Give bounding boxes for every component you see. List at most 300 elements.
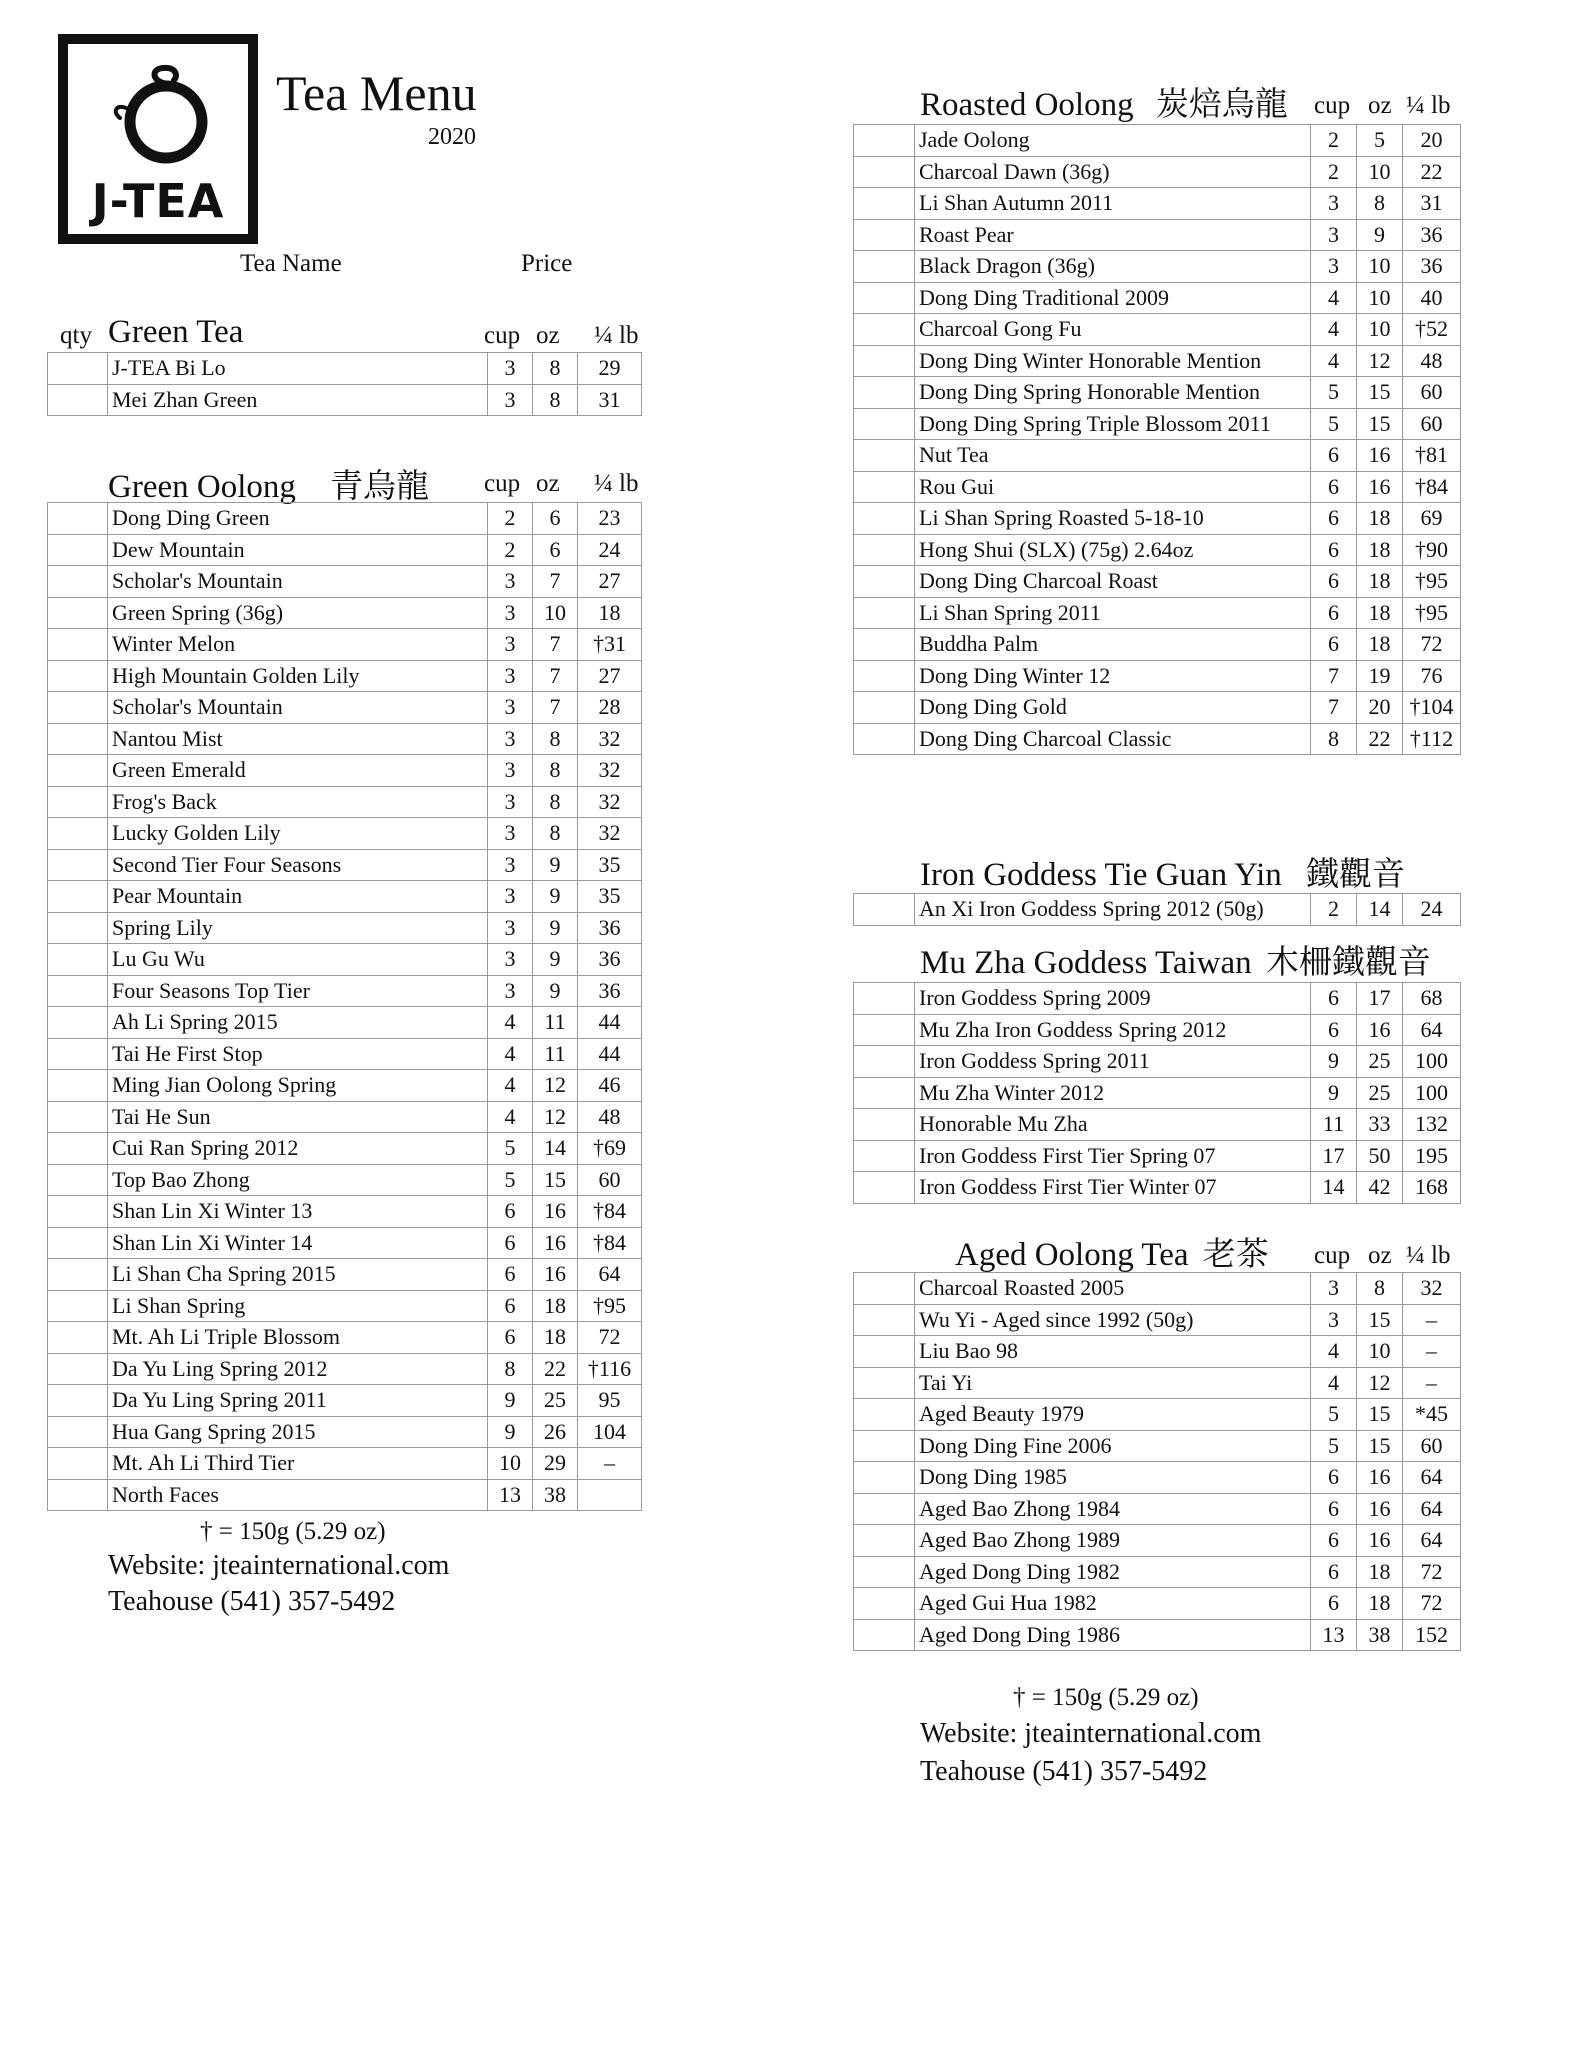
tea-name-cell: Scholar's Mountain [108, 692, 488, 724]
table-row [854, 1172, 1461, 1204]
cup-price-cell: 3 [488, 975, 533, 1007]
cup-price-cell: 5 [1311, 377, 1357, 409]
tea-name-cell: Aged Gui Hua 1982 [915, 1588, 1311, 1620]
oz-price-cell: 18 [1357, 534, 1403, 566]
aged-oolong-table [853, 1272, 1461, 1651]
oz-price-cell: 12 [533, 1101, 578, 1133]
oz-price-cell: 8 [533, 786, 578, 818]
cup-price-cell: 4 [1311, 314, 1357, 346]
quarter-lb-price-cell: 36 [578, 912, 642, 944]
oz-price-cell: 7 [533, 692, 578, 724]
quarter-lb-price-cell: *45 [1403, 1399, 1461, 1431]
quarter-lb-price-cell: 32 [578, 786, 642, 818]
oz-price-cell: 16 [533, 1227, 578, 1259]
quarter-lb-price-cell: 195 [1403, 1140, 1461, 1172]
tea-name-cell: High Mountain Golden Lily [108, 660, 488, 692]
oz-price-cell: 18 [1357, 566, 1403, 598]
qty-cell[interactable] [854, 660, 915, 692]
cup-price-cell: 8 [1311, 723, 1357, 755]
quarter-lb-price-cell: 20 [1403, 125, 1461, 157]
qty-cell[interactable] [48, 975, 108, 1007]
tea-name-cell: Dong Ding Charcoal Classic [915, 723, 1311, 755]
qty-cell[interactable] [48, 1353, 108, 1385]
qty-cell[interactable] [854, 1109, 915, 1141]
qty-cell[interactable] [854, 219, 915, 251]
cup-price-cell: 6 [1311, 629, 1357, 661]
qty-cell[interactable] [854, 1493, 915, 1525]
tea-name-cell: Aged Beauty 1979 [915, 1399, 1311, 1431]
cup-price-cell: 6 [488, 1290, 533, 1322]
oz-price-cell: 8 [533, 755, 578, 787]
qty-cell[interactable] [48, 786, 108, 818]
cup-price-cell: 6 [488, 1227, 533, 1259]
table-row [48, 912, 642, 944]
qty-cell[interactable] [854, 251, 915, 283]
cup-price-cell: 6 [1311, 1014, 1357, 1046]
aged-oolong-oz-heading: oz [1368, 1242, 1392, 1269]
qty-cell[interactable] [48, 566, 108, 598]
tea-name-cell: Liu Bao 98 [915, 1336, 1311, 1368]
tea-name-cell: Green Spring (36g) [108, 597, 488, 629]
qty-cell[interactable] [48, 849, 108, 881]
cup-price-cell: 6 [1311, 503, 1357, 535]
tea-name-cell: Li Shan Spring 2011 [915, 597, 1311, 629]
oz-price-cell: 18 [1357, 1588, 1403, 1620]
quarter-lb-price-cell: 32 [1403, 1273, 1461, 1305]
tea-name-cell: Dong Ding Fine 2006 [915, 1430, 1311, 1462]
table-row [854, 1462, 1461, 1494]
aged-oolong-title-text: Aged Oolong Tea [955, 1237, 1189, 1273]
green-tea-title-text: Green Tea [108, 314, 244, 350]
qty-cell[interactable] [854, 692, 915, 724]
table-row [854, 282, 1461, 314]
logo-text: J-TEA [91, 174, 225, 228]
qty-cell[interactable] [48, 692, 108, 724]
quarter-lb-price-cell: 48 [1403, 345, 1461, 377]
quarter-lb-price-cell: – [1403, 1367, 1461, 1399]
oz-price-cell: 8 [533, 353, 578, 385]
tea-name-cell: Ming Jian Oolong Spring [108, 1070, 488, 1102]
cup-price-cell: 3 [488, 566, 533, 598]
tea-name-cell: Spring Lily [108, 912, 488, 944]
oz-price-cell: 9 [1357, 219, 1403, 251]
qty-cell[interactable] [48, 353, 108, 385]
tea-name-cell: Second Tier Four Seasons [108, 849, 488, 881]
qty-cell[interactable] [854, 1336, 915, 1368]
oz-price-cell: 9 [533, 881, 578, 913]
quarter-lb-price-cell: 35 [578, 881, 642, 913]
oz-price-cell: 15 [533, 1164, 578, 1196]
qty-cell[interactable] [854, 894, 915, 926]
quarter-lb-price-cell: 32 [578, 755, 642, 787]
tea-name-cell: Hong Shui (SLX) (75g) 2.64oz [915, 534, 1311, 566]
qty-cell[interactable] [854, 1046, 915, 1078]
table-row [48, 534, 642, 566]
qty-cell[interactable] [854, 597, 915, 629]
tea-name-cell: Li Shan Cha Spring 2015 [108, 1259, 488, 1291]
oz-price-cell: 25 [1357, 1077, 1403, 1109]
cup-price-cell: 6 [1311, 1556, 1357, 1588]
qty-cell[interactable] [854, 723, 915, 755]
oz-price-cell: 10 [1357, 251, 1403, 283]
iron-goddess-title-cjk: 鐵觀音 [1306, 854, 1406, 893]
qty-cell[interactable] [48, 597, 108, 629]
quarter-lb-price-cell: †104 [1403, 692, 1461, 724]
qty-cell[interactable] [854, 345, 915, 377]
oz-price-cell: 10 [1357, 314, 1403, 346]
quarter-lb-price-cell: 100 [1403, 1046, 1461, 1078]
roasted-oolong-title [920, 78, 1288, 125]
oz-price-cell: 14 [1357, 894, 1403, 926]
tea-name-cell: Tai Yi [915, 1367, 1311, 1399]
aged-oolong-cup-heading: cup [1314, 1242, 1351, 1269]
qty-cell[interactable] [854, 408, 915, 440]
cup-price-cell: 4 [488, 1101, 533, 1133]
green-oolong-table [47, 502, 642, 1511]
cup-price-cell: 3 [488, 786, 533, 818]
qty-cell[interactable] [854, 1525, 915, 1557]
table-row [48, 1385, 642, 1417]
quarter-lb-price-cell: 31 [578, 384, 642, 416]
tea-name-cell: Top Bao Zhong [108, 1164, 488, 1196]
oz-price-cell: 15 [1357, 377, 1403, 409]
green-tea-lb-heading: ¼ lb [594, 322, 639, 349]
left-weight-note: † = 150g (5.29 oz) [200, 1518, 386, 1545]
cup-price-cell: 3 [488, 692, 533, 724]
table-row [48, 786, 642, 818]
tea-name-cell: Green Emerald [108, 755, 488, 787]
cup-price-cell: 5 [1311, 1399, 1357, 1431]
quarter-lb-price-cell: 27 [578, 566, 642, 598]
cup-price-cell: 5 [1311, 1430, 1357, 1462]
tea-name-cell: Pear Mountain [108, 881, 488, 913]
oz-price-cell: 15 [1357, 1430, 1403, 1462]
qty-cell[interactable] [48, 1038, 108, 1070]
cup-price-cell: 4 [488, 1038, 533, 1070]
cup-price-cell: 3 [488, 723, 533, 755]
table-row [48, 597, 642, 629]
cup-price-cell: 4 [1311, 1367, 1357, 1399]
quarter-lb-price-cell: †84 [578, 1227, 642, 1259]
quarter-lb-price-cell: †81 [1403, 440, 1461, 472]
table-row [854, 1367, 1461, 1399]
cup-price-cell: 3 [488, 912, 533, 944]
qty-cell[interactable] [48, 1007, 108, 1039]
qty-cell[interactable] [854, 1462, 915, 1494]
qty-cell[interactable] [48, 1227, 108, 1259]
table-row [48, 849, 642, 881]
table-row [854, 983, 1461, 1015]
table-row [48, 1259, 642, 1291]
mu-zha-table [853, 982, 1461, 1204]
qty-cell[interactable] [48, 629, 108, 661]
table-row [48, 975, 642, 1007]
oz-price-cell: 7 [533, 629, 578, 661]
table-row [854, 1619, 1461, 1651]
table-row [854, 1493, 1461, 1525]
oz-price-cell: 18 [1357, 629, 1403, 661]
cup-price-cell: 3 [1311, 219, 1357, 251]
mu-zha-title-cjk: 木柵鐵觀音 [1265, 942, 1431, 981]
oz-price-cell: 8 [1357, 188, 1403, 220]
qty-cell[interactable] [854, 534, 915, 566]
oz-price-cell: 8 [533, 818, 578, 850]
quarter-lb-price-cell: †52 [1403, 314, 1461, 346]
tea-name-cell: Dew Mountain [108, 534, 488, 566]
table-row [854, 1140, 1461, 1172]
cup-price-cell: 13 [488, 1479, 533, 1511]
tea-name-cell: Da Yu Ling Spring 2012 [108, 1353, 488, 1385]
qty-cell[interactable] [48, 881, 108, 913]
cup-price-cell: 2 [488, 503, 533, 535]
tea-name-cell: Four Seasons Top Tier [108, 975, 488, 1007]
cup-price-cell: 9 [488, 1416, 533, 1448]
oz-price-cell: 12 [533, 1070, 578, 1102]
aged-oolong-title-cjk: 老茶 [1202, 1234, 1269, 1273]
right-phone: Teahouse (541) 357-5492 [920, 1756, 1208, 1787]
table-row [48, 660, 642, 692]
table-row [48, 1007, 642, 1039]
oz-price-cell: 12 [1357, 1367, 1403, 1399]
oz-price-cell: 16 [1357, 1014, 1403, 1046]
oz-price-cell: 9 [533, 912, 578, 944]
oz-price-cell: 16 [1357, 1493, 1403, 1525]
green-tea-title [108, 314, 243, 351]
tea-name-cell: Lu Gu Wu [108, 944, 488, 976]
qty-cell[interactable] [854, 377, 915, 409]
green-oolong-lb-heading: ¼ lb [594, 470, 639, 497]
qty-cell[interactable] [854, 983, 915, 1015]
table-row [854, 1588, 1461, 1620]
cup-price-cell: 6 [1311, 440, 1357, 472]
qty-cell[interactable] [48, 818, 108, 850]
quarter-lb-price-cell: 32 [578, 818, 642, 850]
cup-price-cell: 5 [1311, 408, 1357, 440]
tea-name-cell: Iron Goddess Spring 2011 [915, 1046, 1311, 1078]
qty-cell[interactable] [48, 1196, 108, 1228]
table-row [854, 1046, 1461, 1078]
oz-price-cell: 38 [1357, 1619, 1403, 1651]
quarter-lb-price-cell: 35 [578, 849, 642, 881]
tea-name-cell: Scholar's Mountain [108, 566, 488, 598]
quarter-lb-price-cell: 23 [578, 503, 642, 535]
oz-price-cell: 25 [533, 1385, 578, 1417]
table-row [854, 1430, 1461, 1462]
tea-name-cell: Mu Zha Iron Goddess Spring 2012 [915, 1014, 1311, 1046]
tea-name-cell: Da Yu Ling Spring 2011 [108, 1385, 488, 1417]
qty-cell[interactable] [48, 1133, 108, 1165]
cup-price-cell: 6 [1311, 1525, 1357, 1557]
tea-name-cell: Nut Tea [915, 440, 1311, 472]
qty-cell[interactable] [48, 660, 108, 692]
table-row [48, 1227, 642, 1259]
qty-cell[interactable] [854, 125, 915, 157]
oz-price-cell: 7 [533, 660, 578, 692]
qty-cell[interactable] [854, 629, 915, 661]
green-oolong-cup-heading: cup [484, 470, 521, 497]
quarter-lb-price-cell: 36 [578, 944, 642, 976]
qty-cell[interactable] [854, 1077, 915, 1109]
table-row [854, 219, 1461, 251]
qty-cell[interactable] [48, 1416, 108, 1448]
qty-cell[interactable] [48, 384, 108, 416]
qty-cell[interactable] [854, 566, 915, 598]
qty-cell[interactable] [48, 723, 108, 755]
quarter-lb-price-cell: 72 [1403, 1588, 1461, 1620]
cup-price-cell: 6 [1311, 1588, 1357, 1620]
qty-cell[interactable] [48, 1479, 108, 1511]
qty-cell[interactable] [48, 1070, 108, 1102]
qty-cell[interactable] [48, 534, 108, 566]
qty-cell[interactable] [854, 314, 915, 346]
table-row [48, 723, 642, 755]
qty-cell[interactable] [48, 1385, 108, 1417]
qty-cell[interactable] [854, 471, 915, 503]
quarter-lb-price-cell: 72 [1403, 1556, 1461, 1588]
oz-price-cell: 29 [533, 1448, 578, 1480]
table-row [854, 597, 1461, 629]
qty-cell[interactable] [48, 1259, 108, 1291]
oz-price-cell: 11 [533, 1038, 578, 1070]
qty-cell[interactable] [854, 156, 915, 188]
aged-oolong-lb-heading: ¼ lb [1406, 1242, 1451, 1269]
oz-price-cell: 16 [533, 1196, 578, 1228]
cup-price-cell: 3 [488, 660, 533, 692]
quarter-lb-price-cell: 60 [1403, 1430, 1461, 1462]
cup-price-cell: 2 [1311, 156, 1357, 188]
oz-price-cell: 16 [1357, 471, 1403, 503]
table-row [854, 1014, 1461, 1046]
qty-cell[interactable] [854, 188, 915, 220]
oz-price-cell: 9 [533, 975, 578, 1007]
table-row [48, 818, 642, 850]
quarter-lb-price-cell: †95 [1403, 566, 1461, 598]
cup-price-cell: 6 [1311, 566, 1357, 598]
qty-cell[interactable] [854, 1430, 915, 1462]
cup-price-cell: 3 [488, 944, 533, 976]
qty-cell[interactable] [48, 1322, 108, 1354]
tea-name-cell: Li Shan Autumn 2011 [915, 188, 1311, 220]
qty-cell[interactable] [48, 1448, 108, 1480]
table-row [854, 1109, 1461, 1141]
table-row [854, 314, 1461, 346]
quarter-lb-price-cell: 132 [1403, 1109, 1461, 1141]
quarter-lb-price-cell: 60 [1403, 408, 1461, 440]
tea-name-cell: Hua Gang Spring 2015 [108, 1416, 488, 1448]
tea-name-heading: Tea Name [240, 250, 342, 277]
aged-oolong-title [955, 1228, 1269, 1275]
tea-name-cell: Mei Zhan Green [108, 384, 488, 416]
oz-price-cell: 12 [1357, 345, 1403, 377]
qty-cell[interactable] [854, 1140, 915, 1172]
quarter-lb-price-cell: 60 [1403, 377, 1461, 409]
quarter-lb-price-cell: 24 [578, 534, 642, 566]
cup-price-cell: 4 [488, 1007, 533, 1039]
price-heading: Price [521, 250, 573, 277]
tea-name-cell: Charcoal Dawn (36g) [915, 156, 1311, 188]
cup-price-cell: 9 [488, 1385, 533, 1417]
qty-cell[interactable] [854, 1172, 915, 1204]
qty-cell[interactable] [48, 755, 108, 787]
tea-name-cell: Dong Ding Green [108, 503, 488, 535]
qty-cell[interactable] [854, 1399, 915, 1431]
tea-name-cell: Nantou Mist [108, 723, 488, 755]
qty-cell[interactable] [854, 1014, 915, 1046]
cup-price-cell: 4 [1311, 282, 1357, 314]
table-row [48, 566, 642, 598]
qty-cell[interactable] [48, 1101, 108, 1133]
quarter-lb-price-cell: 168 [1403, 1172, 1461, 1204]
cup-price-cell: 6 [488, 1196, 533, 1228]
qty-cell[interactable] [48, 912, 108, 944]
oz-price-cell: 38 [533, 1479, 578, 1511]
teacup-swirl-icon [106, 60, 216, 170]
quarter-lb-price-cell: 36 [578, 975, 642, 1007]
oz-price-cell: 20 [1357, 692, 1403, 724]
cup-price-cell: 6 [1311, 471, 1357, 503]
cup-price-cell: 4 [488, 1070, 533, 1102]
qty-cell[interactable] [48, 1290, 108, 1322]
oz-price-cell: 10 [1357, 1336, 1403, 1368]
oz-price-cell: 15 [1357, 1304, 1403, 1336]
tea-name-cell: J-TEA Bi Lo [108, 353, 488, 385]
cup-price-cell: 8 [488, 1353, 533, 1385]
quarter-lb-price-cell: 100 [1403, 1077, 1461, 1109]
qty-cell[interactable] [48, 1164, 108, 1196]
oz-price-cell: 18 [1357, 503, 1403, 535]
cup-price-cell: 6 [488, 1259, 533, 1291]
table-row [854, 894, 1461, 926]
quarter-lb-price-cell: 152 [1403, 1619, 1461, 1651]
oz-price-cell: 6 [533, 534, 578, 566]
qty-cell[interactable] [48, 503, 108, 535]
iron-goddess-title [920, 848, 1405, 895]
tea-name-cell: Aged Bao Zhong 1984 [915, 1493, 1311, 1525]
quarter-lb-price-cell: 28 [578, 692, 642, 724]
tea-name-cell: Dong Ding Spring Honorable Mention [915, 377, 1311, 409]
table-row [48, 1290, 642, 1322]
table-row [48, 1322, 642, 1354]
qty-cell[interactable] [854, 1619, 915, 1651]
cup-price-cell: 13 [1311, 1619, 1357, 1651]
table-row [48, 944, 642, 976]
roasted-oolong-title-cjk: 炭焙烏龍 [1155, 84, 1288, 123]
qty-cell[interactable] [854, 1273, 915, 1305]
qty-cell[interactable] [854, 503, 915, 535]
quarter-lb-price-cell: 72 [578, 1322, 642, 1354]
roasted-oolong-title-text: Roasted Oolong [920, 87, 1134, 123]
qty-cell[interactable] [48, 944, 108, 976]
qty-cell[interactable] [854, 1588, 915, 1620]
qty-cell[interactable] [854, 1556, 915, 1588]
cup-price-cell: 9 [1311, 1046, 1357, 1078]
qty-cell[interactable] [854, 1367, 915, 1399]
quarter-lb-price-cell: – [578, 1448, 642, 1480]
qty-cell[interactable] [854, 440, 915, 472]
qty-cell[interactable] [854, 1304, 915, 1336]
cup-price-cell: 6 [1311, 1493, 1357, 1525]
oz-price-cell: 11 [533, 1007, 578, 1039]
oz-price-cell: 15 [1357, 1399, 1403, 1431]
oz-price-cell: 15 [1357, 408, 1403, 440]
tea-name-cell: Li Shan Spring Roasted 5-18-10 [915, 503, 1311, 535]
tea-name-cell: Wu Yi - Aged since 1992 (50g) [915, 1304, 1311, 1336]
oz-price-cell: 14 [533, 1133, 578, 1165]
quarter-lb-price-cell: 64 [1403, 1493, 1461, 1525]
quarter-lb-price-cell: 36 [1403, 251, 1461, 283]
oz-price-cell: 8 [1357, 1273, 1403, 1305]
qty-cell[interactable] [854, 282, 915, 314]
